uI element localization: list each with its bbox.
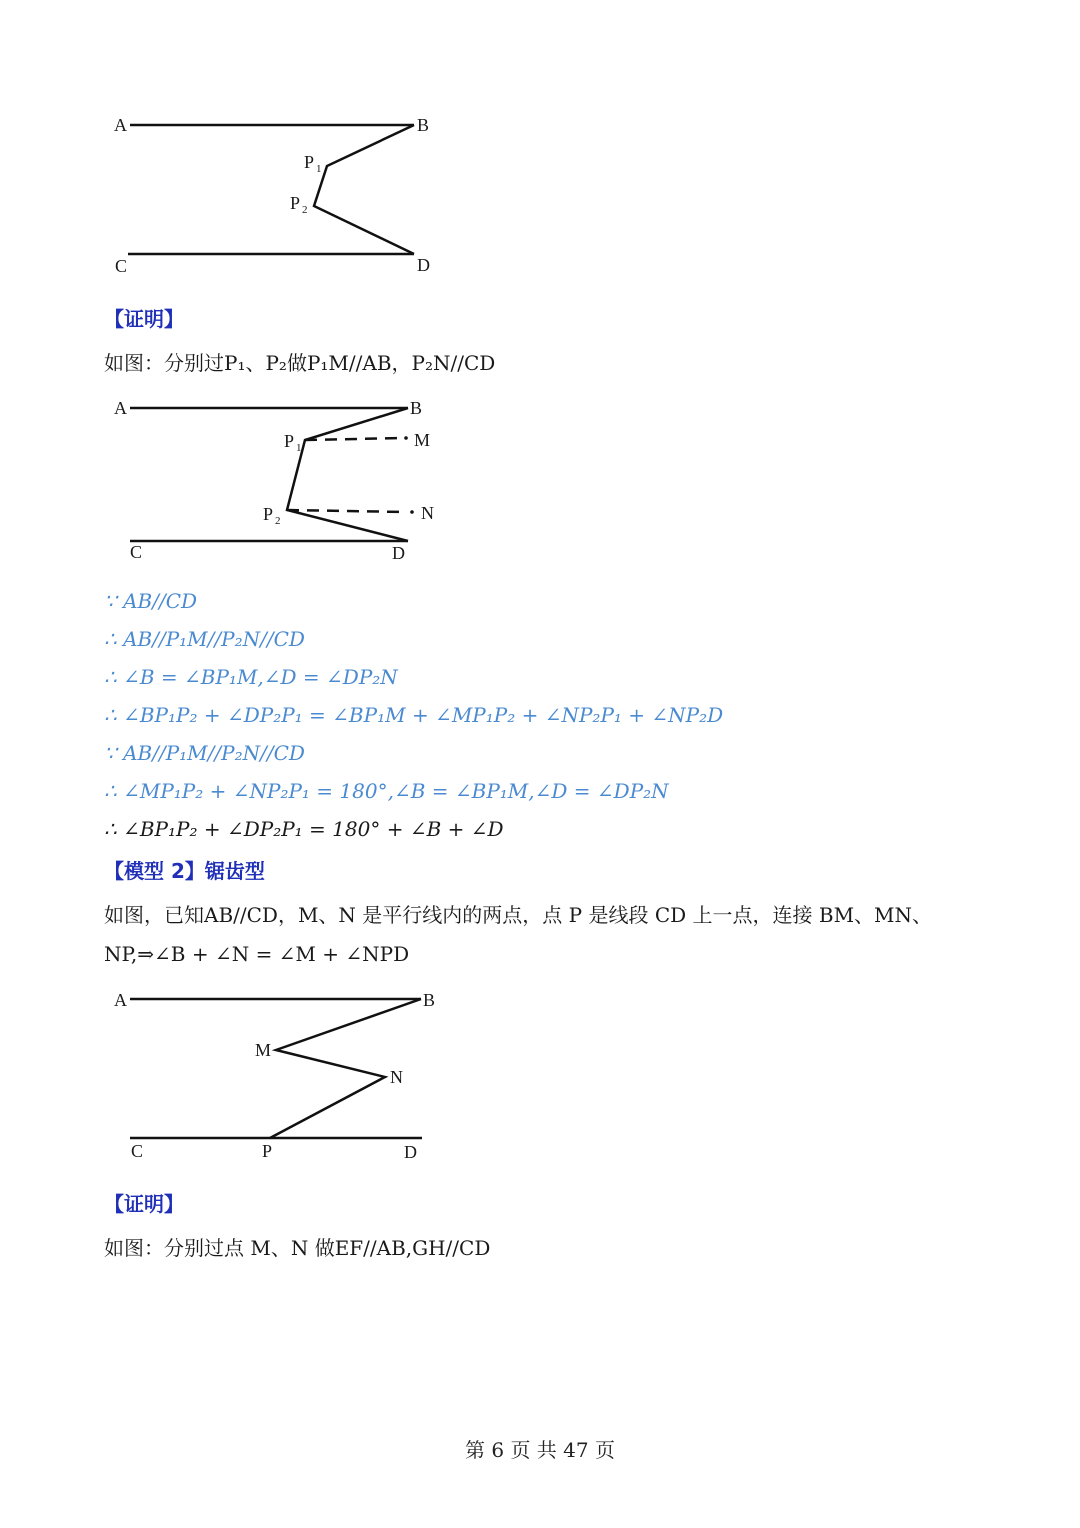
label-c: C xyxy=(131,1141,144,1161)
label-b: B xyxy=(410,398,423,418)
page-footer: 第 6 页 共 47 页 xyxy=(465,1438,615,1462)
label-a: A xyxy=(114,990,127,1010)
label-a: A xyxy=(114,398,127,418)
proof-step-6: ∴ ∠MP₁P₂ + ∠NP₂P₁ = 180°,∠B = ∠BP₁M,∠D = ∠DP₂N xyxy=(104,779,669,803)
label-p2-sub: 2 xyxy=(275,515,281,527)
proof2-heading: 【证明】 xyxy=(104,1192,184,1216)
proof-step-2: ∴ AB//P₁M//P₂N//CD xyxy=(104,627,305,651)
model2-text-line1: 如图，已知AB//CD，M、N 是平行线内的两点，点 P 是线段 CD 上一点，连接 BM、MN、 xyxy=(104,903,933,927)
label-m: M xyxy=(414,430,431,450)
label-m: M xyxy=(255,1040,272,1060)
proof2-intro: 如图：分别过点 M、N 做EF//AB,GH//CD xyxy=(104,1236,491,1260)
proof1-heading: 【证明】 xyxy=(104,307,184,331)
label-p: P xyxy=(262,1141,273,1161)
figure-3 xyxy=(0,980,1080,1170)
label-a: A xyxy=(114,115,127,135)
dashed-p2-n xyxy=(287,510,405,512)
figure-1 xyxy=(0,0,1080,290)
figure-2 xyxy=(0,390,1080,570)
proof-step-1: ∵ AB//CD xyxy=(104,589,198,613)
label-p1: P xyxy=(284,431,295,451)
model2-text-line2: NP,⇒∠B + ∠N = ∠M + ∠NPD xyxy=(104,942,410,966)
label-d: D xyxy=(404,1142,417,1162)
proof-step-7: ∴ ∠BP₁P₂ + ∠DP₂P₁ = 180° + ∠B + ∠D xyxy=(104,817,504,841)
label-p1: P xyxy=(304,152,315,172)
label-c: C xyxy=(130,542,143,562)
label-d: D xyxy=(417,255,430,275)
zigzag-b-p1-p2-d xyxy=(314,125,414,254)
proof1-intro: 如图：分别过P₁、P₂做P₁M//AB，P₂N//CD xyxy=(104,351,496,375)
label-n: N xyxy=(390,1067,403,1087)
label-p2: P xyxy=(263,504,274,524)
label-p1-sub: 1 xyxy=(296,442,302,454)
label-b: B xyxy=(423,990,436,1010)
label-p2: P xyxy=(290,193,301,213)
label-p1-sub: 1 xyxy=(316,163,322,175)
zigzag-b-p1-p2-d xyxy=(287,408,408,541)
proof-step-3: ∴ ∠B = ∠BP₁M,∠D = ∠DP₂N xyxy=(104,665,398,689)
point-m xyxy=(404,436,408,440)
label-n: N xyxy=(421,503,434,523)
point-n xyxy=(410,510,414,514)
label-d: D xyxy=(392,543,405,563)
label-b: B xyxy=(417,115,430,135)
proof-step-5: ∵ AB//P₁M//P₂N//CD xyxy=(104,741,305,765)
dashed-p1-m xyxy=(305,438,405,440)
proof-step-4: ∴ ∠BP₁P₂ + ∠DP₂P₁ = ∠BP₁M + ∠MP₁P₂ + ∠NP₂P₁ + ∠NP₂D xyxy=(104,703,724,727)
model2-heading: 【模型 2】锯齿型 xyxy=(104,859,265,883)
label-c: C xyxy=(115,256,128,276)
label-p2-sub: 2 xyxy=(302,204,308,216)
